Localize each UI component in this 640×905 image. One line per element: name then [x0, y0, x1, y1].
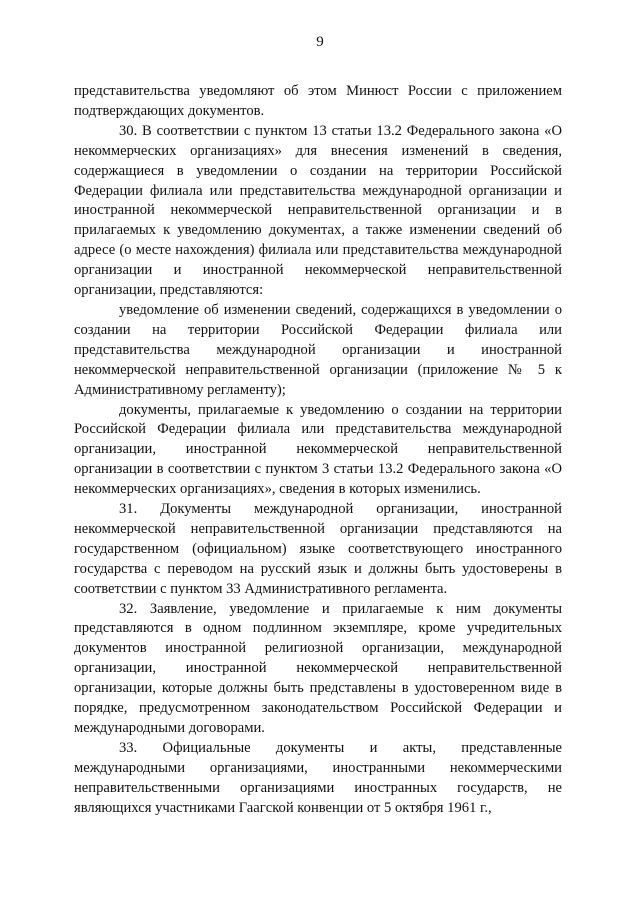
- paragraph-item-33: 33. Официальные документы и акты, представленные международными организациями, иностранными некоммерческими неправительственными организациями иностранных государств, не являющихся участниками Гаагской конвенции от 5 октября 1961 г.,: [74, 739, 562, 816]
- paragraph-attached-documents: документы, прилагаемые к уведомлению о создании на территории Российской Федерации филиала или представительства международной организации, иностранной некоммерческой неправительственной организации в соответствии с пунктом 3 статьи 13.2 Федерального закона «О некоммерческих организациях», сведения в которых изменились.: [74, 401, 562, 498]
- paragraph-continuation: представительства уведомляют об этом Минюст России с приложением подтверждающих документов.: [74, 83, 562, 119]
- paragraph-notification-change: уведомление об изменении сведений, содержащихся в уведомлении о создании на территории Российской Федерации филиала или представительства международной организации и иностранной некоммерческой неправительственной организации (приложение № 5 к Административному регламенту);: [74, 301, 562, 398]
- paragraph-item-32: 32. Заявление, уведомление и прилагаемые к ним документы представляются в одном подлинном экземпляре, кроме учредительных документов иностранной религиозной организации, международной организации, иностранной некоммерческой неправительственной организации, которые должны быть представлены в удостоверенном виде в порядке, предусмотренном законодательством Российской Федерации и международными договорами.: [74, 600, 562, 736]
- page-number: 9: [316, 34, 324, 50]
- paragraph-item-31: 31. Документы международной организации, иностранной некоммерческой неправительственной организации представляются на государственном (официальном) языке соответствующего иностранного государства с переводом на русский язык и должны быть удостоверены в соответствии с пунктом 33 Административного регламента.: [74, 501, 562, 597]
- document-body: [74, 82, 562, 819]
- paragraph-item-30: 30. В соответствии с пунктом 13 статьи 13.2 Федерального закона «О некоммерческих организациях» для внесения изменений в сведения, содержащиеся в уведомлении о создании на территории Российской Федерации филиала или представительства международной организации и иностранной некоммерческой неправительственной организации и в прилагаемых к уведомлению документах, а также изменении сведений об адресе (о месте нахождения) филиала или представительства международной организации и иностранной некоммерческой неправительственной организации, представляются:: [74, 122, 562, 299]
